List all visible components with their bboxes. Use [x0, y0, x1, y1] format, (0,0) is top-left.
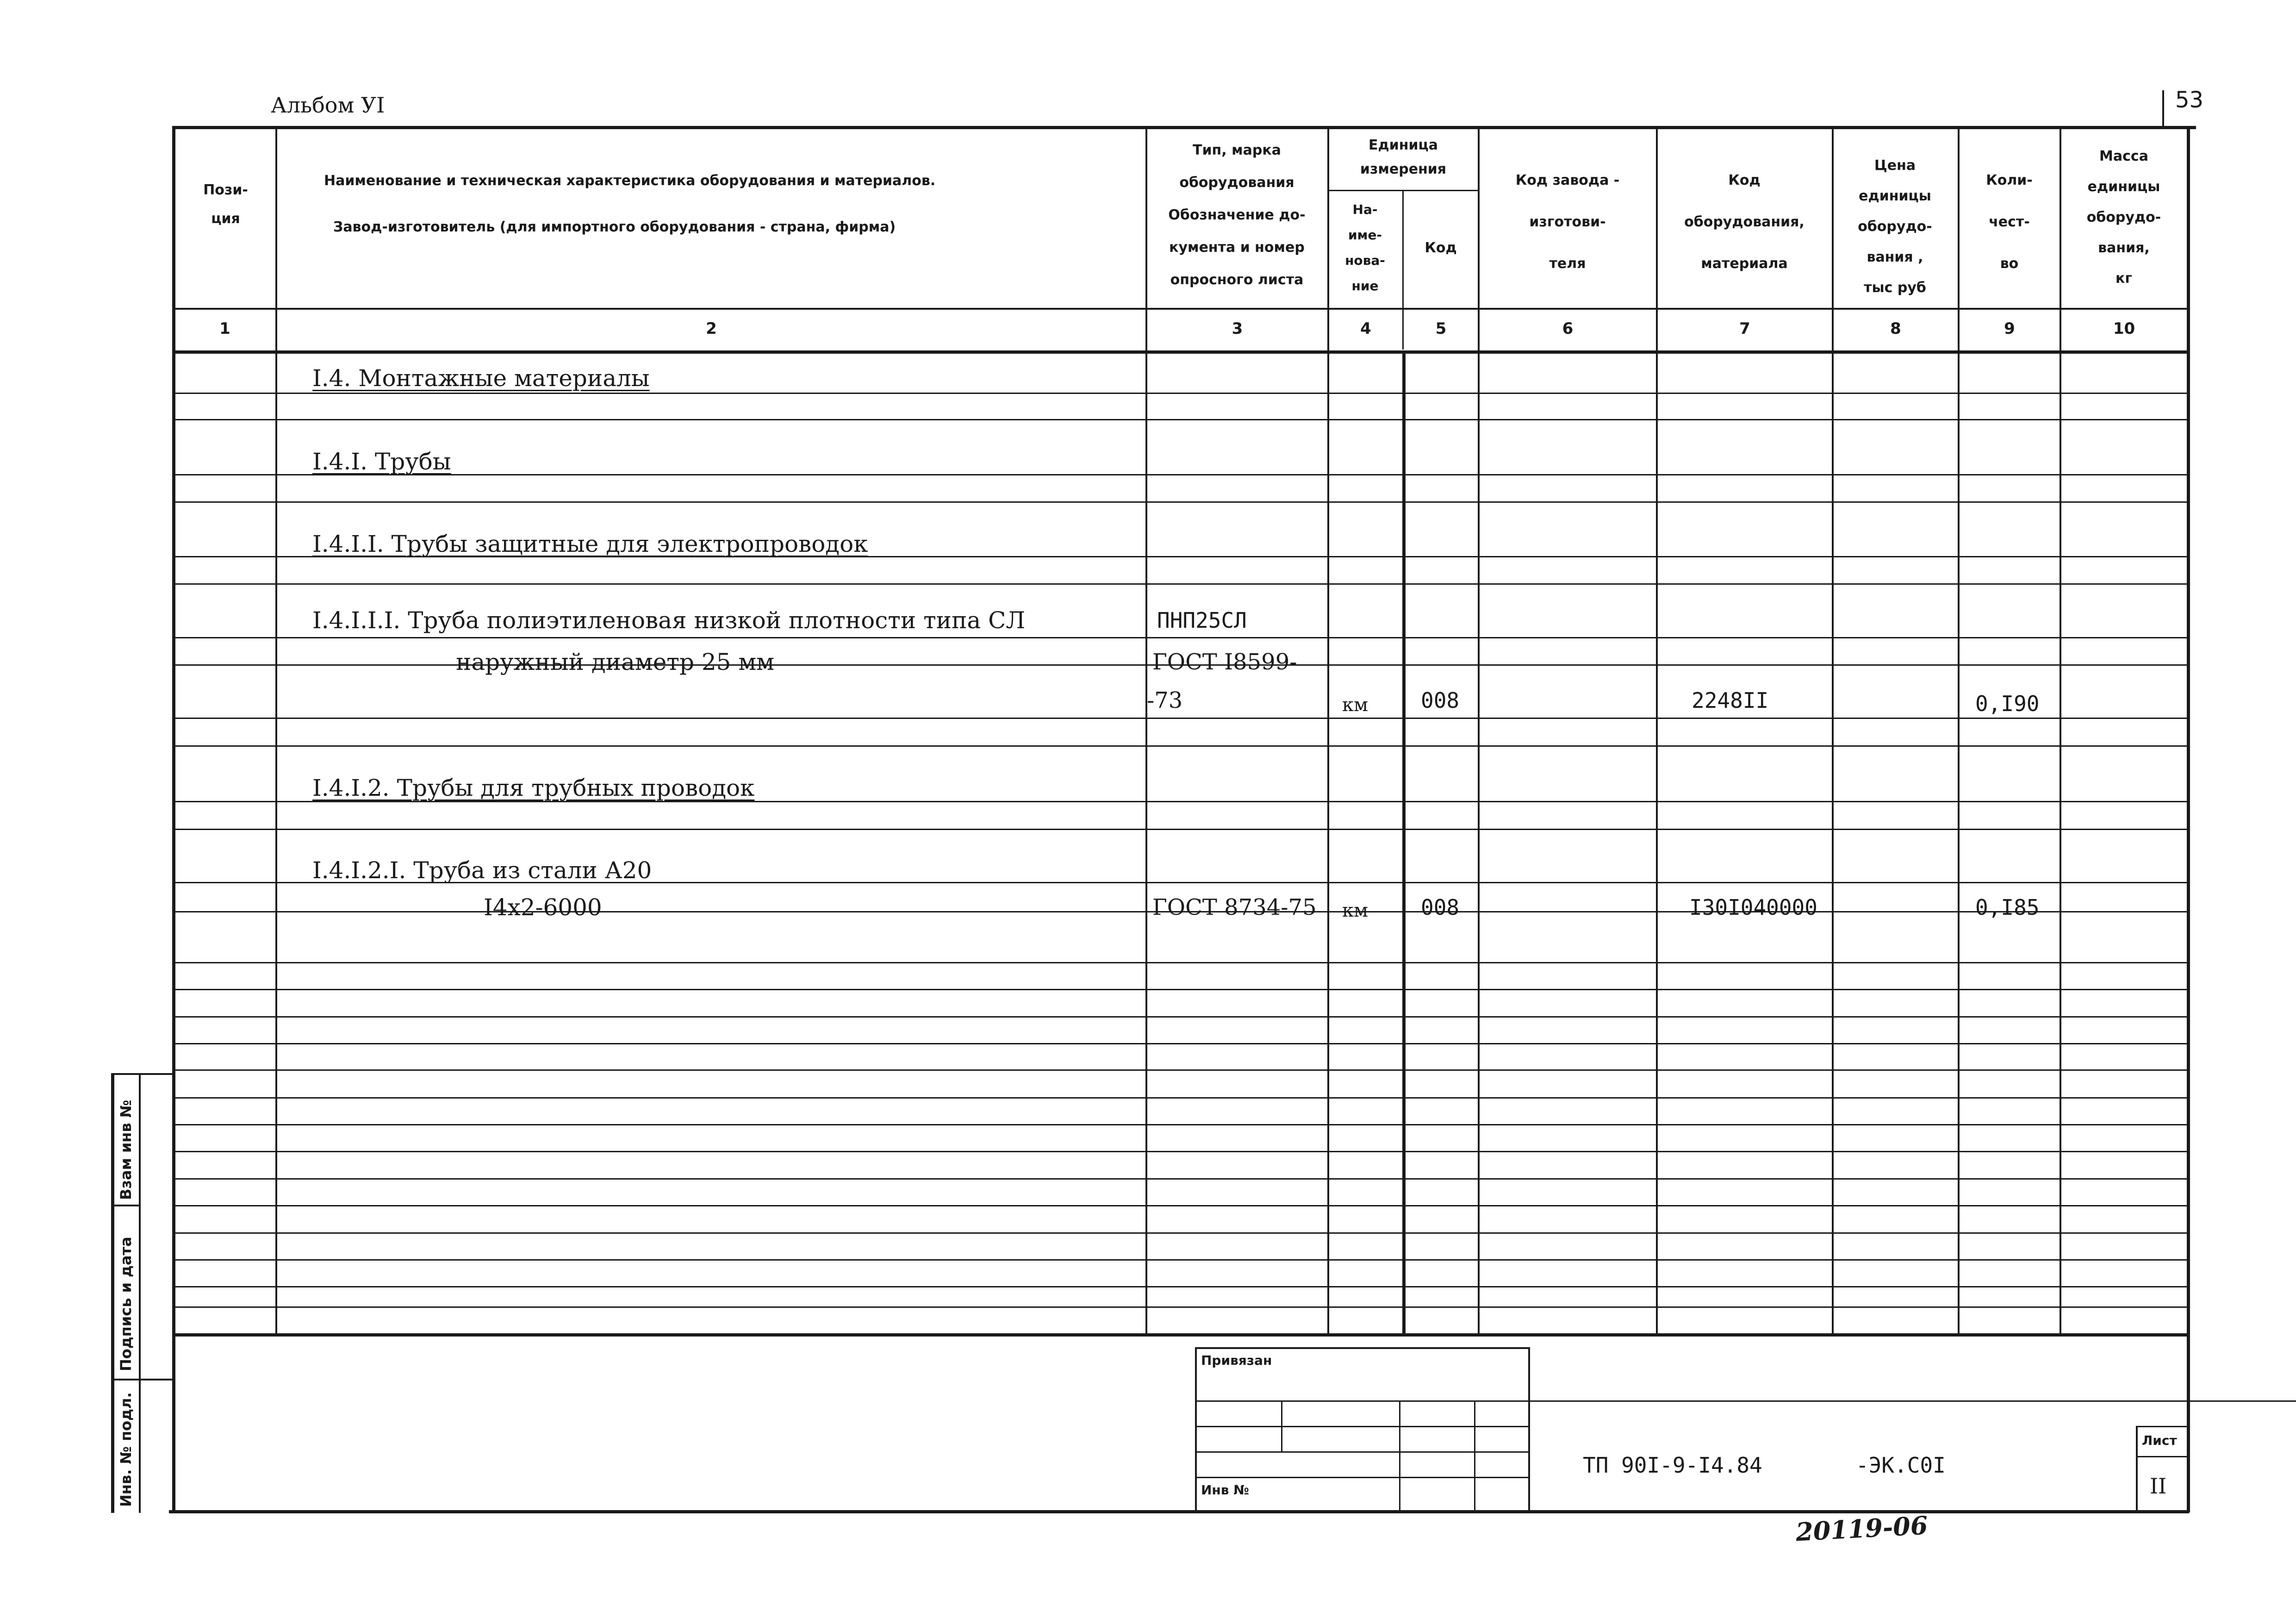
- item2-name-line1: I.4.I.2.I. Труба из стали А20: [312, 857, 652, 884]
- stamp-v1: [1281, 1400, 1282, 1451]
- table-row-line: [174, 989, 2189, 990]
- item2-unit-code: 008: [1421, 895, 1460, 920]
- item2-quantity: 0,I85: [1975, 895, 2040, 920]
- colnum-2: 2: [706, 319, 717, 338]
- table-row-line: [174, 1286, 2189, 1287]
- stamp-v2: [1399, 1400, 1400, 1512]
- stamp-designation: ТП 90I-9-I4.84: [1583, 1453, 1762, 1478]
- colnum-bottom-line: [174, 350, 2189, 354]
- album-label: Альбом УI: [271, 93, 385, 118]
- stamp-line-1: [1196, 1400, 2296, 1402]
- stamp-privyazan: Привязан: [1201, 1353, 1272, 1368]
- table-row-line: [174, 1306, 2189, 1308]
- colnum-8: 8: [1890, 319, 1901, 338]
- item1-material-code: 2248II: [1692, 688, 1769, 713]
- item1-name-line2: наружный диаметр 25 мм: [456, 649, 775, 675]
- header-mass: Масса единицы оборудо- вания, кг: [2086, 148, 2161, 287]
- col-sep-9: [2060, 126, 2061, 1335]
- header-unit-name: На- име- нова- ние: [1345, 202, 1385, 294]
- sheet-cell-left: [2136, 1426, 2138, 1512]
- table-row-line: [174, 962, 2189, 963]
- table-row-line: [174, 474, 2189, 475]
- colnum-6: 6: [1562, 319, 1574, 338]
- table-row-line: [174, 637, 2189, 638]
- stamp-line-2: [1196, 1426, 1530, 1427]
- side-strip-left: [111, 1073, 114, 1513]
- table-row-line: [174, 1043, 2189, 1044]
- colnum-10: 10: [2113, 319, 2135, 338]
- table-row-line: [174, 419, 2189, 420]
- table-row-line: [174, 583, 2189, 585]
- item1-name-line1: I.4.I.I.I. Труба полиэтиленовая низкой плотности типа СЛ: [312, 607, 1026, 634]
- stamp-inv-no: Инв №: [1201, 1482, 1249, 1498]
- stamp-designation-suffix: -ЭК.С0I: [1856, 1453, 1946, 1478]
- page-number: 53: [2175, 87, 2204, 113]
- side-label-vzam: Взам инв №: [117, 1099, 135, 1200]
- header-bottom-line: [174, 308, 2189, 310]
- item2-unit: км: [1342, 900, 1369, 921]
- sheet-cell-line: [2136, 1456, 2188, 1457]
- col-sep-4b: [1402, 350, 1406, 1335]
- table-row-line: [174, 718, 2189, 719]
- table-bottom-line: [174, 1333, 2189, 1337]
- frame-top: [174, 126, 2196, 129]
- header-name-line2: Завод-изготовитель (для импортного оборудования - страна, фирма): [333, 219, 896, 235]
- header-material-code: Код оборудования, материала: [1684, 172, 1804, 272]
- side-strip-div2: [111, 1379, 174, 1380]
- stamp-left: [1195, 1347, 1197, 1512]
- table-row-line: [174, 1124, 2189, 1125]
- side-label-inv: Инв. № подл.: [117, 1392, 135, 1507]
- unit-subheader-line: [1327, 190, 1478, 191]
- handwritten-number: 20119-06: [1795, 1510, 1929, 1547]
- sheet-label: Лист: [2142, 1433, 2177, 1448]
- colnum-3: 3: [1232, 319, 1243, 338]
- item1-quantity: 0,I90: [1975, 691, 2040, 716]
- col-sep-6: [1656, 126, 1658, 1335]
- item2-material-code: I30I040000: [1689, 895, 1817, 920]
- table-row-line: [174, 501, 2189, 503]
- table-row-line: [174, 1151, 2189, 1152]
- col-sep-1: [275, 126, 277, 1335]
- section-pipes: I.4.I. Трубы: [312, 448, 451, 475]
- side-strip-div1: [111, 1205, 141, 1206]
- item2-name-line2: I4х2-6000: [484, 894, 602, 921]
- side-strip-top: [111, 1073, 174, 1075]
- table-row-line: [174, 1232, 2189, 1234]
- table-row-line: [174, 829, 2189, 830]
- sheet-cell-top: [2136, 1426, 2188, 1427]
- item1-unit-code: 008: [1421, 688, 1460, 713]
- colnum-5: 5: [1435, 319, 1447, 338]
- table-row-line: [174, 1016, 2189, 1018]
- item1-unit: км: [1342, 694, 1369, 716]
- frame-right: [2187, 126, 2190, 1512]
- item1-type-line3: -73: [1147, 687, 1183, 713]
- side-label-podpis: Подпись и дата: [117, 1237, 135, 1371]
- stamp-right: [1528, 1347, 1530, 1512]
- col-sep-2: [1145, 126, 1147, 1335]
- side-strip-mid: [139, 1073, 141, 1513]
- table-row-line: [174, 1069, 2189, 1071]
- header-type: Тип, марка оборудования Обозначение до- кумента и номер опросного листа: [1168, 142, 1306, 288]
- item1-type-line2: ГОСТ I8599-: [1152, 649, 1297, 675]
- table-row-line: [174, 1205, 2189, 1206]
- stamp-line-3: [1196, 1451, 1530, 1453]
- header-price: Цена единицы оборудо- вания , тыс руб: [1858, 157, 1932, 296]
- header-quantity: Коли- чест- во: [1986, 172, 2033, 272]
- col-sep-5: [1478, 126, 1480, 1335]
- header-maker-code: Код завода - изготови- теля: [1515, 172, 1620, 272]
- section-protective-pipes: I.4.I.I. Трубы защитные для электропроводок: [312, 531, 868, 557]
- stamp-top: [1196, 1347, 1530, 1349]
- stamp-line-4: [1196, 1477, 1530, 1478]
- sheet-number: II: [2150, 1474, 2167, 1499]
- colnum-1: 1: [219, 319, 230, 338]
- col-sep-3: [1327, 126, 1329, 1335]
- colnum-4: 4: [1360, 319, 1371, 338]
- header-position: Пози- ция: [203, 182, 248, 227]
- section-tube-wiring: I.4.I.2. Трубы для трубных проводок: [312, 775, 755, 801]
- header-unit: Единица измерения: [1360, 137, 1447, 177]
- item2-type: ГОСТ 8734-75: [1152, 894, 1317, 920]
- section-mounting-materials: I.4. Монтажные материалы: [312, 365, 650, 392]
- page-number-mark: [2162, 90, 2164, 127]
- col-sep-4: [1402, 190, 1404, 350]
- header-unit-code: Код: [1425, 240, 1457, 256]
- colnum-9: 9: [2004, 319, 2015, 338]
- table-row-line: [174, 1178, 2189, 1180]
- item1-type-line1: ПНП25СЛ: [1157, 608, 1247, 633]
- colnum-7: 7: [1739, 319, 1750, 338]
- table-row-line: [174, 745, 2189, 747]
- header-name-line1: Наименование и техническая характеристика оборудования и материалов.: [324, 173, 936, 189]
- table-row-line: [174, 1097, 2189, 1099]
- table-row-line: [174, 1259, 2189, 1261]
- col-sep-7: [1832, 126, 1834, 1335]
- col-sep-8: [1958, 126, 1960, 1335]
- stamp-v3: [1474, 1400, 1475, 1512]
